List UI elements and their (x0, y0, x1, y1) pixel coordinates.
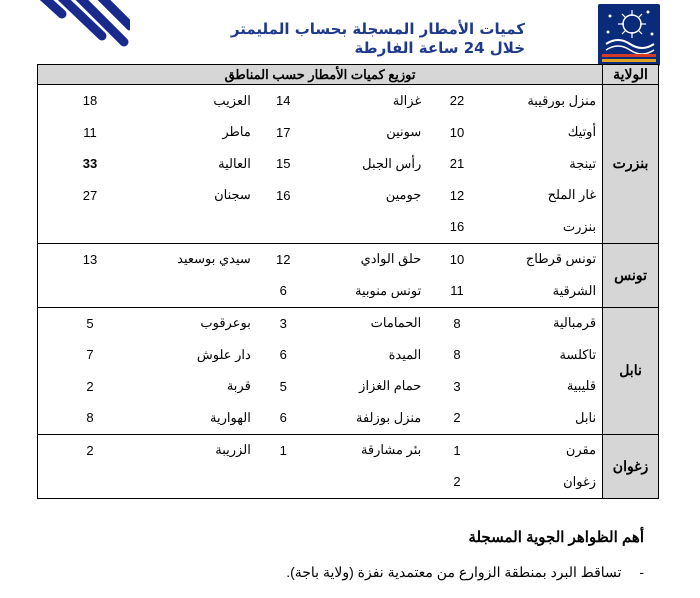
rain-amount: 2 (38, 371, 143, 403)
title-line-1: كميات الأمطار المسجلة بحساب المليمتر (230, 20, 525, 38)
rain-amount (38, 211, 143, 243)
station-name: العزيب (213, 92, 251, 108)
station-name (142, 466, 257, 498)
page-title (225, 20, 525, 58)
station-name: نابل (487, 402, 603, 434)
station-name: الشرقية (487, 275, 603, 307)
station-name (310, 466, 428, 498)
station-name: غزالة (392, 92, 422, 108)
station-name (142, 211, 257, 243)
rain-amount (257, 466, 310, 498)
rain-amount: 10 (449, 251, 465, 267)
station-name: تاكلسة (559, 346, 597, 362)
table-row (38, 434, 659, 466)
station-name: الزريبة (215, 442, 251, 458)
rain-amount: 8 (453, 347, 461, 363)
rain-amount (38, 466, 143, 498)
wilaya-cell: بنزرت (603, 85, 659, 244)
wilaya-cell: زغوان (603, 434, 659, 498)
station-name: منزل بوزلفة (310, 402, 428, 434)
table-row (38, 307, 659, 339)
table-row (38, 466, 659, 498)
station-name: مقرن (565, 442, 597, 458)
station-name: الميدة (388, 346, 422, 362)
wilaya-cell: تونس (603, 243, 659, 307)
rain-amount (257, 211, 310, 243)
station-name: حلق الوادي (360, 251, 422, 267)
rain-amount: 6 (279, 347, 287, 363)
table-row (38, 339, 659, 371)
station-name: رأس الجبل (362, 155, 422, 171)
station-name: زغوان (487, 466, 603, 498)
rain-amount: 6 (257, 402, 310, 434)
table-row (38, 402, 659, 434)
station-name: سيدي بوسعيد (177, 251, 251, 267)
institute-logo (598, 4, 660, 66)
rain-amount: 15 (276, 156, 291, 172)
logo-emblem-icon (598, 4, 660, 66)
station-name: الهوارية (142, 402, 257, 434)
rain-amount: 33 (38, 148, 143, 180)
rain-amount: 16 (276, 187, 291, 203)
rain-amount: 2 (38, 434, 143, 466)
decorative-stripes (0, 0, 130, 60)
rain-amount: 14 (276, 93, 291, 109)
rain-amount: 8 (453, 315, 461, 331)
table-row (38, 211, 659, 243)
rain-amount: 3 (453, 378, 461, 394)
station-name: العالية (218, 155, 251, 171)
station-name: قليبية (566, 378, 597, 394)
title-line-2: خلال 24 ساعة الفارطة (354, 39, 525, 57)
station-name (310, 211, 428, 243)
rain-amount: 17 (276, 124, 291, 140)
header-regions: توزيع كميات الأمطار حسب المناطق (38, 65, 603, 85)
station-name: بوعرقوب (200, 315, 251, 331)
rain-amount: 5 (279, 378, 287, 394)
rain-amount: 1 (279, 442, 287, 458)
station-name: حمام الغزاز (359, 378, 422, 394)
station-name: تونس منوبية (310, 275, 428, 307)
table-row (38, 148, 659, 180)
rain-amount: 10 (449, 124, 465, 140)
rain-amount: 7 (38, 339, 143, 371)
rain-amount: 11 (38, 117, 143, 149)
rain-amount: 8 (38, 402, 143, 434)
rain-amount: 21 (449, 156, 465, 172)
station-name: قربة (226, 378, 251, 394)
rain-amount: 6 (257, 275, 310, 307)
table-row (38, 275, 659, 307)
rain-amount: 13 (38, 243, 143, 275)
station-name: قرمبالية (552, 315, 597, 331)
rain-amount (38, 275, 143, 307)
station-name: بنزرت (487, 211, 603, 243)
station-name: الحمامات (370, 315, 422, 331)
rain-amount: 16 (427, 211, 486, 243)
station-name: دار علوش (196, 346, 251, 362)
station-name: ماطر (222, 124, 251, 140)
rain-amount: 5 (38, 307, 143, 339)
rain-amount: 3 (279, 315, 287, 331)
station-name: منزل بورقيبة (527, 92, 597, 108)
station-name: بئر مشارقة (360, 442, 422, 458)
phenomena-item (286, 564, 644, 581)
bullet-dash: - (639, 564, 644, 580)
station-name: تينجة (569, 155, 597, 171)
station-name: غار الملح (547, 187, 597, 203)
rain-amount: 12 (449, 187, 465, 203)
rain-amount: 12 (276, 251, 291, 267)
rain-amount: 22 (449, 93, 465, 109)
rainfall-table (37, 64, 659, 499)
phenomena-item-text: تساقط البرد بمنطقة الزوارع من معتمدية نفزة (ولاية باجة). (286, 564, 622, 580)
rain-amount: 11 (427, 275, 486, 307)
table-row (38, 117, 659, 149)
station-name: تونس قرطاج (525, 251, 597, 267)
table-row (38, 180, 659, 212)
station-name: أوتيك (567, 124, 597, 140)
rain-amount: 27 (38, 180, 143, 212)
station-name: سونين (386, 124, 422, 140)
station-name: جومين (385, 187, 422, 203)
phenomena-title: أهم الظواهر الجوية المسجلة (468, 529, 644, 546)
table-row (38, 243, 659, 275)
rain-amount: 18 (38, 85, 143, 117)
station-name: سجنان (214, 187, 251, 203)
header-wilaya: الولاية (603, 65, 659, 85)
rain-amount: 2 (427, 466, 486, 498)
rain-amount: 1 (453, 442, 461, 458)
table-row (38, 371, 659, 403)
station-name (142, 275, 257, 307)
wilaya-cell: نابل (603, 307, 659, 434)
rain-amount: 2 (427, 402, 486, 434)
table-row (38, 85, 659, 117)
